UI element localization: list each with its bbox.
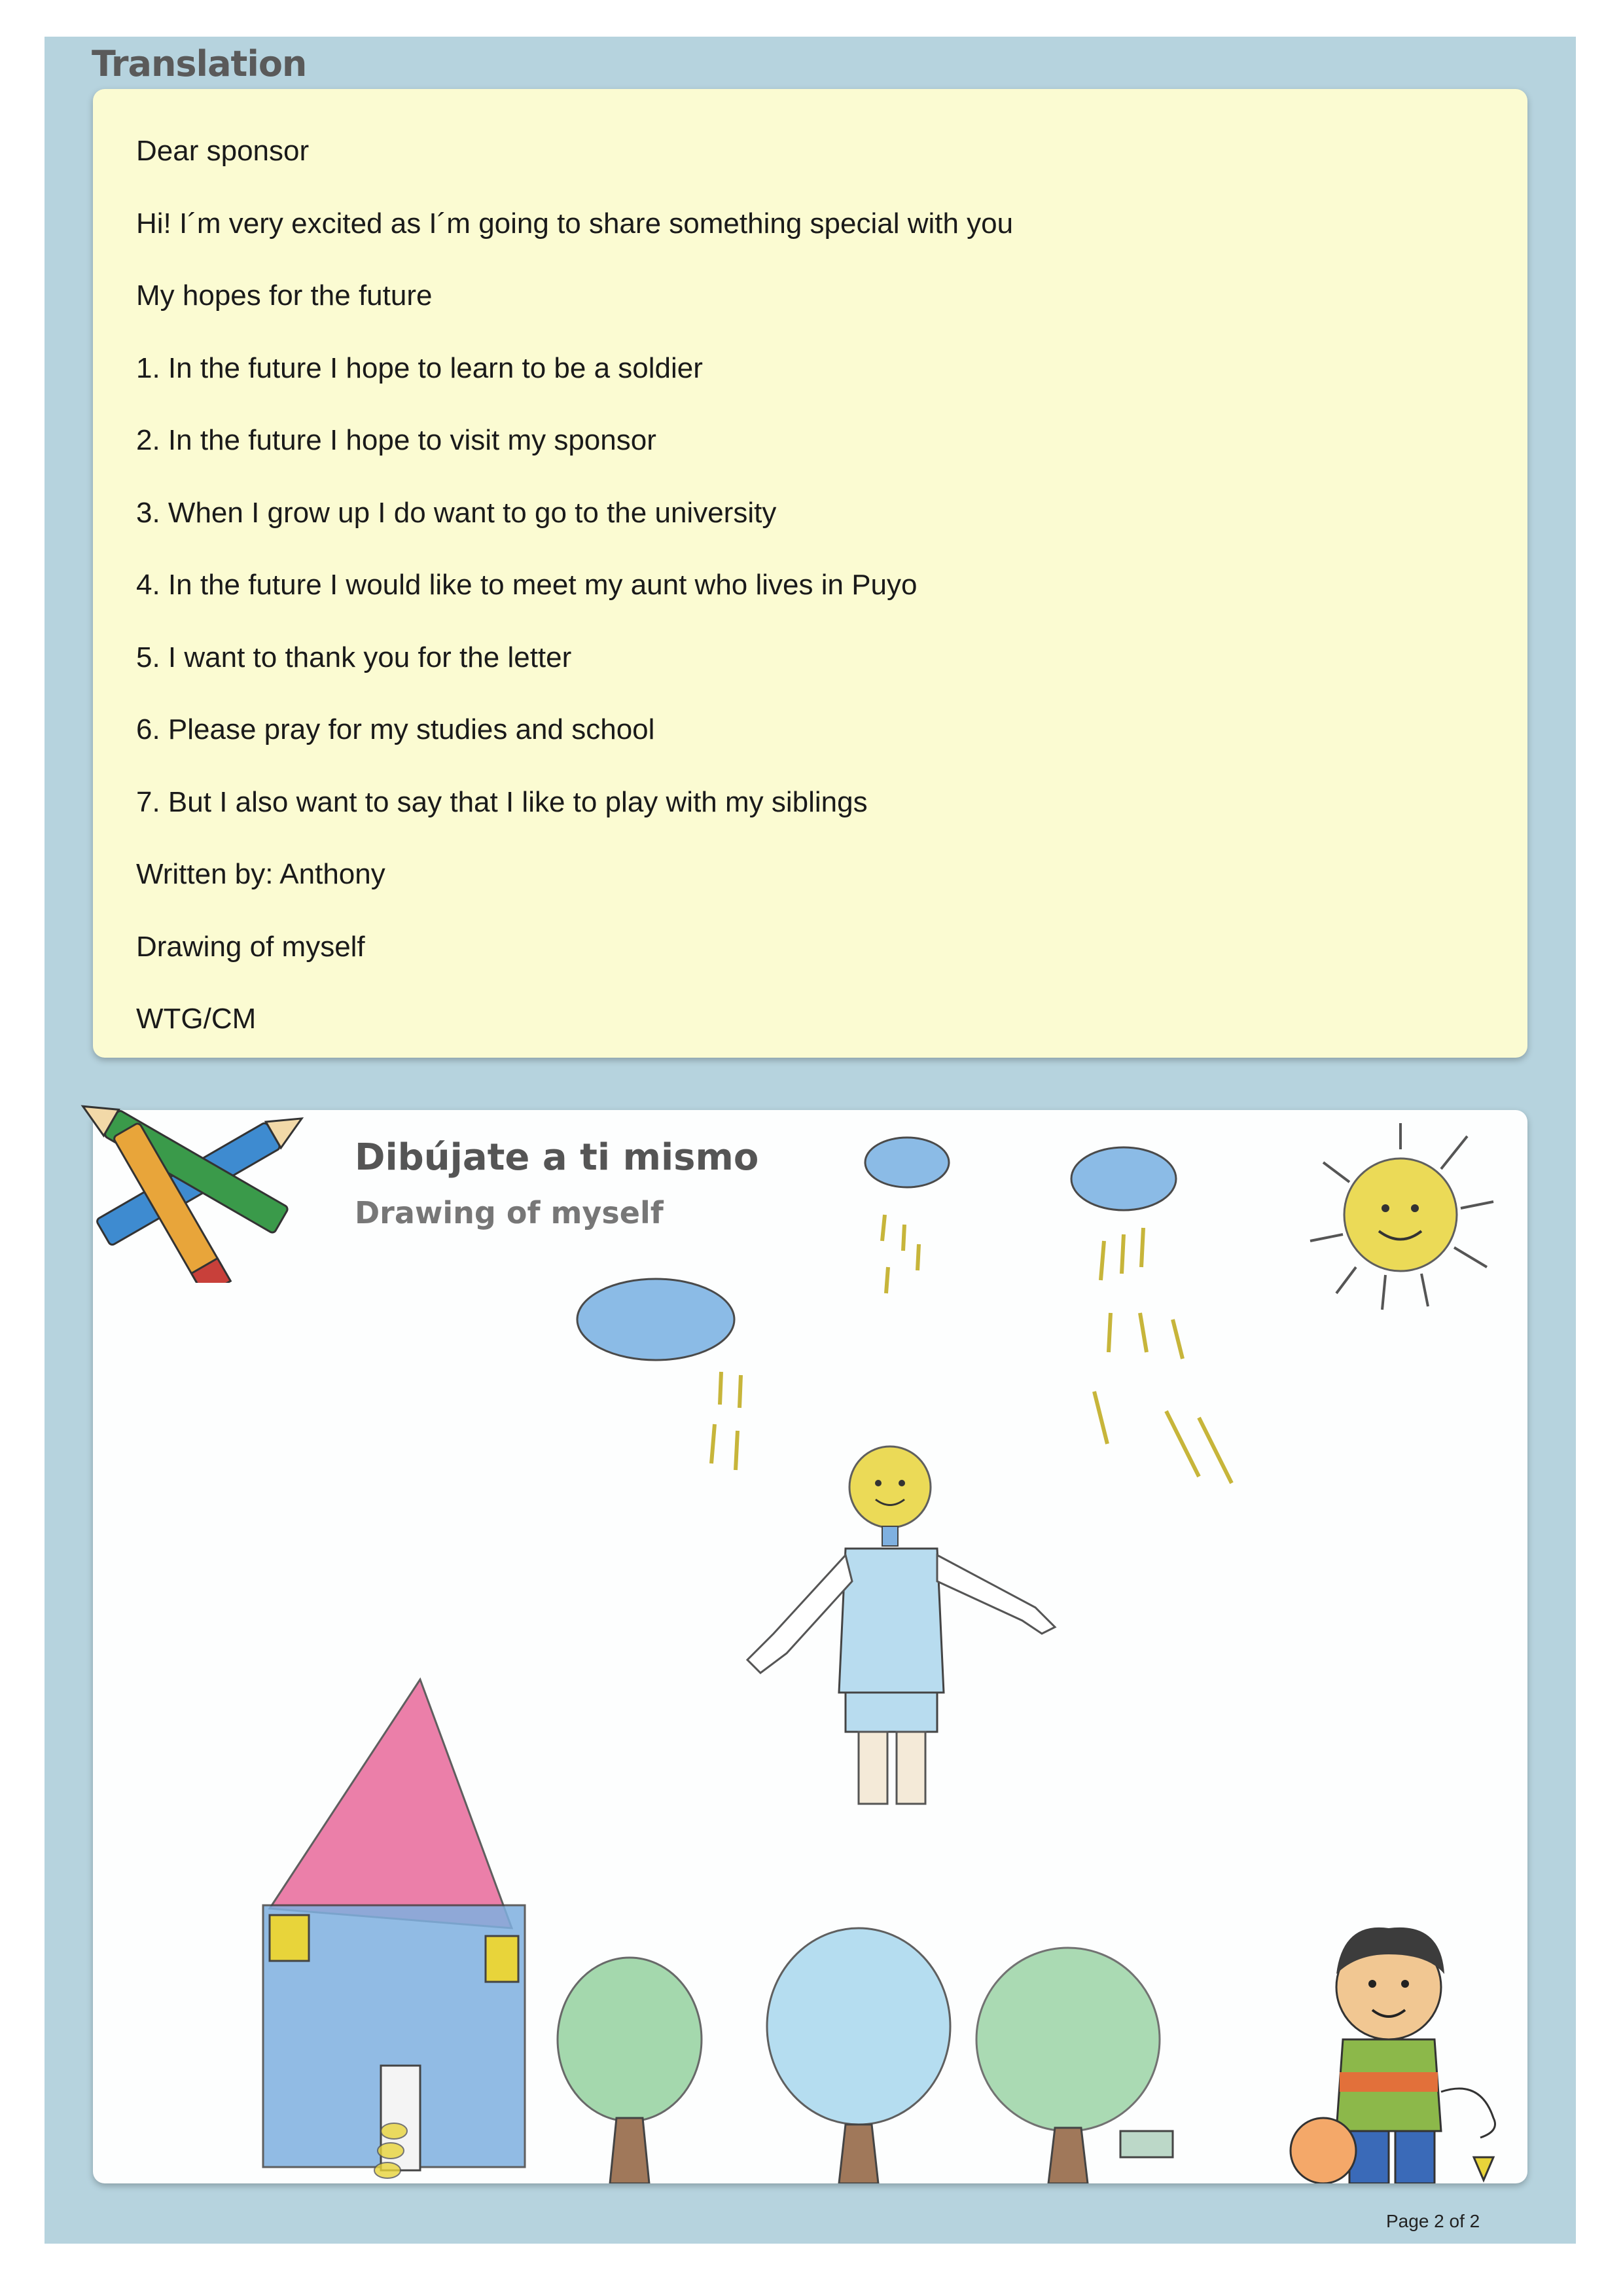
letter-line: Written by: Anthony — [136, 858, 385, 890]
letter-lines — [136, 115, 1013, 1056]
sun-icon — [1310, 1123, 1493, 1310]
translation-card — [93, 89, 1527, 1058]
letter-line: 4. In the future I would like to meet my aunt who lives in Puyo — [136, 569, 918, 601]
letter-line: 1. In the future I hope to learn to be a soldier — [136, 351, 703, 384]
tree-drawing — [558, 1928, 1173, 2183]
letter-line: 3. When I grow up I do want to go to the university — [136, 496, 777, 529]
letter-line: 2. In the future I hope to visit my sponsor — [136, 424, 656, 456]
drawing-title: Dibújate a ti mismo — [355, 1136, 759, 1179]
letter-line: Hi! I´m very excited as I´m going to share something special with you — [136, 207, 1014, 240]
letter-line: 7. But I also want to say that I like to play with my siblings — [136, 785, 868, 818]
section-title: Translation — [92, 43, 307, 84]
letter-line: Dear sponsor — [136, 135, 310, 167]
page-number: Page 2 of 2 — [1386, 2211, 1480, 2231]
letter-line: 5. I want to thank you for the letter — [136, 641, 572, 673]
letter-line: WTG/CM — [136, 1003, 257, 1035]
drawing-subtitle: Drawing of myself — [355, 1195, 664, 1230]
letter-line: 6. Please pray for my studies and school — [136, 713, 655, 745]
letter-line: Drawing of myself — [136, 930, 365, 963]
letter-line: My hopes for the future — [136, 279, 433, 312]
pencils-icon — [65, 1086, 340, 1283]
rain-icon — [711, 1215, 1232, 1483]
person-drawing — [747, 1446, 1055, 1804]
boy-with-ball-illustration — [1291, 1928, 1495, 2183]
house-drawing — [263, 1679, 525, 2178]
